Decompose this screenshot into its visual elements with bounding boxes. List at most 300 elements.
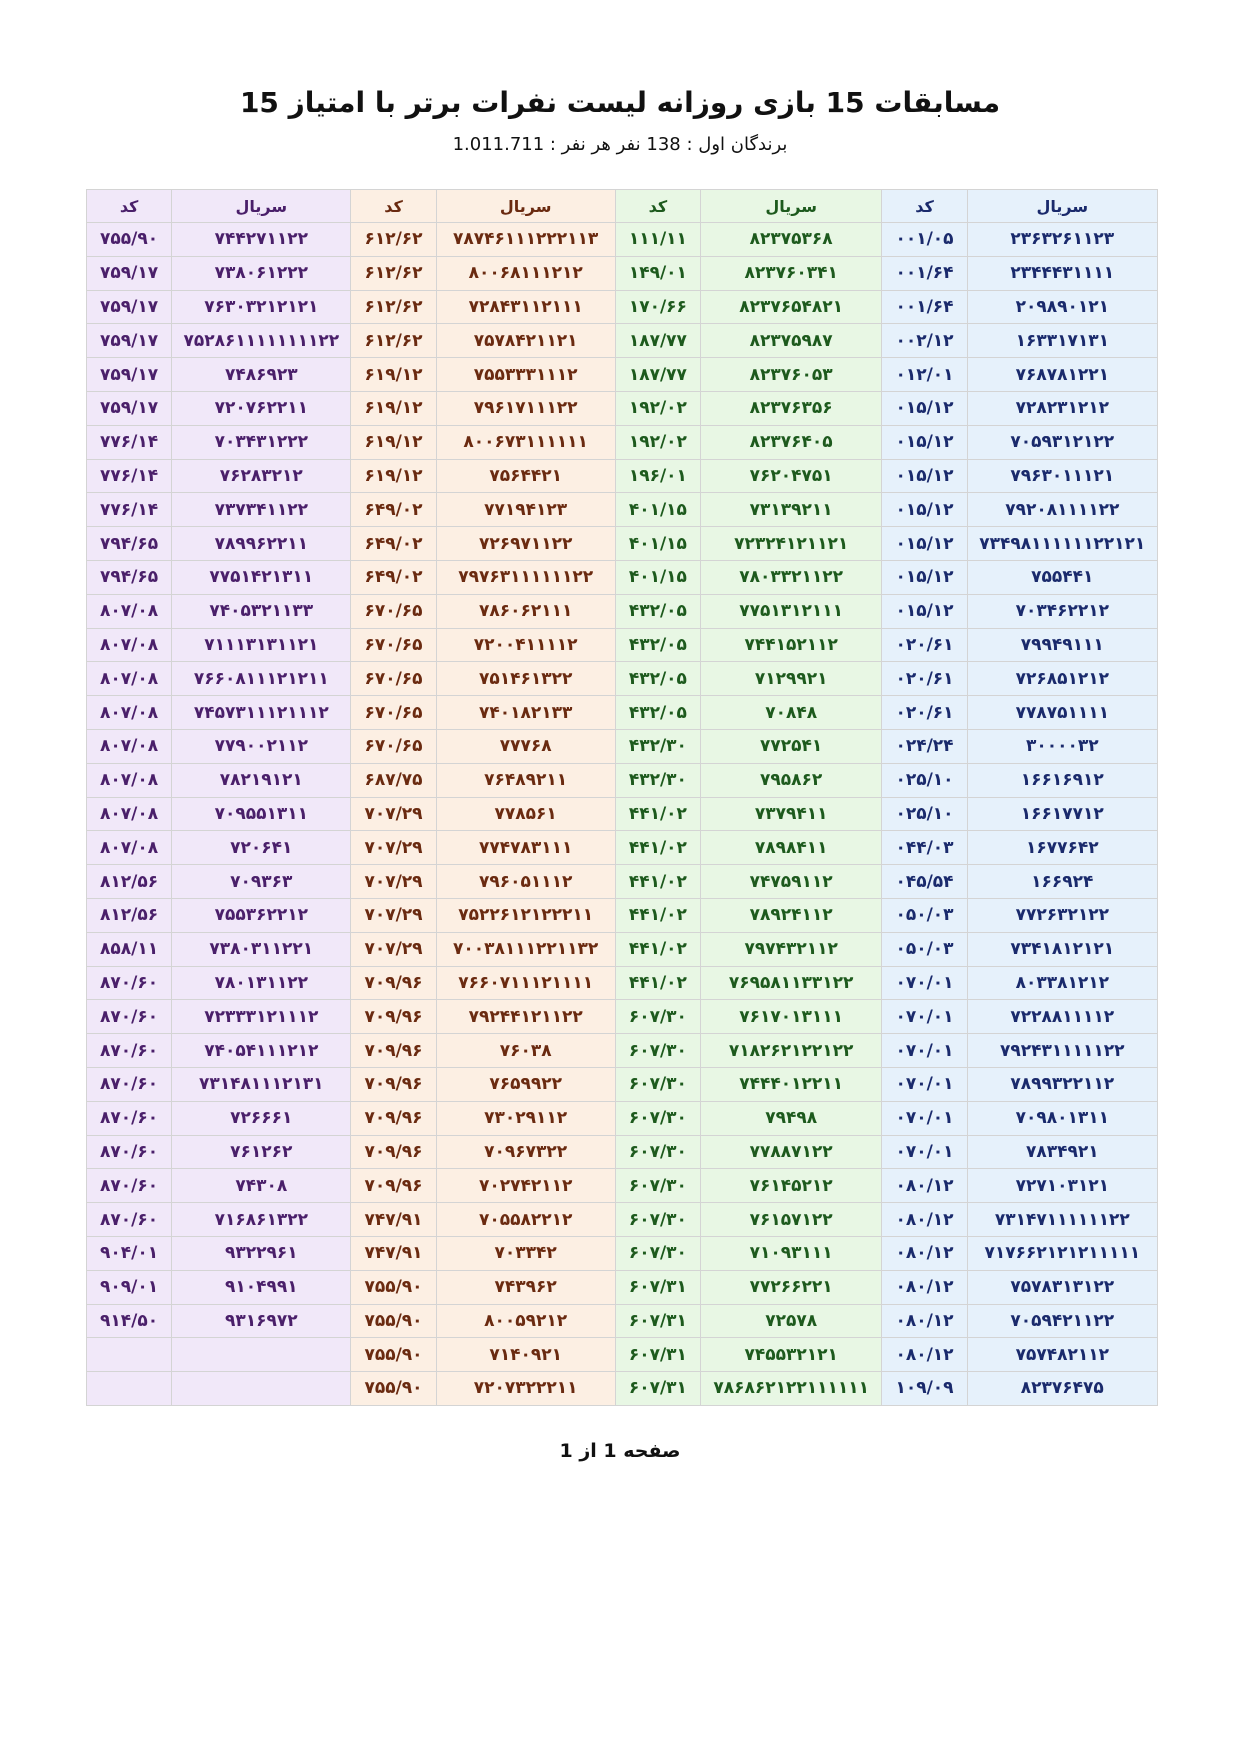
- code-cell: ۶۱۹/۱۲: [351, 425, 436, 459]
- serial-cell: ۷۶۴۸۹۲۱۱: [436, 763, 615, 797]
- code-cell: ۸۷۰/۶۰: [87, 1034, 172, 1068]
- table-row: [87, 1236, 1158, 1270]
- code-cell: ۶۴۹/۰۲: [351, 560, 436, 594]
- code-cell: ۶۱۲/۶۲: [351, 223, 436, 257]
- code-cell: ۸۷۰/۶۰: [87, 1135, 172, 1169]
- code-cell: ۱۹۲/۰۲: [615, 391, 700, 425]
- code-cell: ۰۲۰/۶۱: [882, 628, 967, 662]
- code-cell: ۱۱۱/۱۱: [615, 223, 700, 257]
- serial-cell: ۷۰۳۴۶۲۲۱۲: [967, 594, 1157, 628]
- table-row: [87, 831, 1158, 865]
- serial-cell: ۷۴۸۶۹۲۳: [172, 358, 351, 392]
- code-cell: ۶۱۹/۱۲: [351, 459, 436, 493]
- serial-cell: ۷۱۶۸۶۱۳۲۲: [172, 1203, 351, 1237]
- serial-cell: ۷۴۵۵۳۲۱۲۱: [700, 1338, 881, 1372]
- serial-cell: ۱۶۷۷۶۴۲: [967, 831, 1157, 865]
- table-row: [87, 223, 1158, 257]
- serial-cell: ۷۹۷۴۳۲۱۱۲: [700, 932, 881, 966]
- serial-cell: ۷۲۲۸۸۱۱۱۱۲: [967, 1000, 1157, 1034]
- table-row: [87, 763, 1158, 797]
- code-cell: ۴۴۱/۰۲: [615, 898, 700, 932]
- code-cell: ۴۴۱/۰۲: [615, 831, 700, 865]
- table-row: [87, 391, 1158, 425]
- code-cell: ۰۸۰/۱۲: [882, 1236, 967, 1270]
- serial-cell: ۷۰۵۹۴۲۱۱۲۲: [967, 1304, 1157, 1338]
- serial-cell: ۷۳۱۴۸۱۱۱۲۱۳۱: [172, 1067, 351, 1101]
- code-cell: ۰۲۰/۶۱: [882, 662, 967, 696]
- serial-cell: ۷۸۹۲۴۱۱۲: [700, 898, 881, 932]
- code-cell: ۸۷۰/۶۰: [87, 1203, 172, 1237]
- serial-cell: ۸۲۳۷۵۳۶۸: [700, 223, 881, 257]
- code-cell: ۷۹۴/۶۵: [87, 527, 172, 561]
- code-cell: ۷۵۵/۹۰: [351, 1372, 436, 1406]
- code-cell: ۶۰۷/۳۰: [615, 1203, 700, 1237]
- code-cell: ۸۷۰/۶۰: [87, 1169, 172, 1203]
- code-cell: ۸۱۲/۵۶: [87, 898, 172, 932]
- table-row: [87, 1372, 1158, 1406]
- code-cell: ۶۱۲/۶۲: [351, 256, 436, 290]
- code-cell: ۶۰۷/۳۱: [615, 1338, 700, 1372]
- code-cell: ۸۰۷/۰۸: [87, 797, 172, 831]
- table-header-row: [87, 190, 1158, 223]
- page-footer: صفحه 1 از 1: [559, 1440, 681, 1462]
- table-row: [87, 1304, 1158, 1338]
- serial-cell: ۷۷۸۷۵۱۱۱۱: [967, 696, 1157, 730]
- table-row: [87, 324, 1158, 358]
- code-cell: ۰۸۰/۱۲: [882, 1270, 967, 1304]
- table-row: [87, 493, 1158, 527]
- serial-cell: ۷۴۳۰۸: [172, 1169, 351, 1203]
- code-cell: ۶۰۷/۳۰: [615, 1169, 700, 1203]
- table-row: [87, 459, 1158, 493]
- serial-cell: ۷۳۷۹۴۱۱: [700, 797, 881, 831]
- serial-cell: ۷۴۰۵۳۲۱۱۳۳: [172, 594, 351, 628]
- serial-cell: ۷۶۰۳۸: [436, 1034, 615, 1068]
- serial-cell: ۷۳۷۳۴۱۱۲۲: [172, 493, 351, 527]
- code-cell: ۶۰۷/۳۱: [615, 1304, 700, 1338]
- table-row: [87, 527, 1158, 561]
- serial-cell: ۷۹۵۸۶۲: [700, 763, 881, 797]
- code-cell: ۹۱۴/۵۰: [87, 1304, 172, 1338]
- serial-cell: ۷۱۷۶۶۲۱۲۱۲۱۱۱۱۱: [967, 1236, 1157, 1270]
- serial-cell: ۷۷۴۷۸۳۱۱۱: [436, 831, 615, 865]
- code-cell: ۶۷۰/۶۵: [351, 662, 436, 696]
- code-cell: ۸۰۷/۰۸: [87, 763, 172, 797]
- code-cell: ۸۰۷/۰۸: [87, 729, 172, 763]
- serial-cell: ۷۱۱۱۳۱۳۱۱۲۱: [172, 628, 351, 662]
- code-cell: ۷۷۶/۱۴: [87, 425, 172, 459]
- serial-cell: ۷۱۸۲۶۲۱۲۲۱۲۲: [700, 1034, 881, 1068]
- code-cell: ۰۵۰/۰۳: [882, 898, 967, 932]
- serial-cell: ۷۶۸۷۸۱۲۲۱: [967, 358, 1157, 392]
- serial-cell: ۸۲۳۷۶۳۵۶: [700, 391, 881, 425]
- page-subtitle: برندگان اول : 138 نفر هر نفر : 1.011.711: [452, 134, 788, 155]
- code-cell: ۸۷۰/۶۰: [87, 1101, 172, 1135]
- code-cell: ۶۷۰/۶۵: [351, 729, 436, 763]
- header-serial-1: سریال: [967, 190, 1157, 223]
- code-cell: ۰۷۰/۰۱: [882, 1101, 967, 1135]
- code-cell: ۱۹۶/۰۱: [615, 459, 700, 493]
- code-cell: ۷۰۹/۹۶: [351, 1135, 436, 1169]
- code-cell: ۰۸۰/۱۲: [882, 1304, 967, 1338]
- serial-cell: ۸۰۰۶۸۱۱۱۲۱۲: [436, 256, 615, 290]
- code-cell: ۱۴۹/۰۱: [615, 256, 700, 290]
- serial-cell: ۹۱۰۴۹۹۱: [172, 1270, 351, 1304]
- serial-cell: ۷۲۰۰۴۱۱۱۱۲: [436, 628, 615, 662]
- serial-cell: ۷۴۴۲۷۱۱۲۲: [172, 223, 351, 257]
- serial-cell: ۷۷۷۶۸: [436, 729, 615, 763]
- table-row: [87, 1135, 1158, 1169]
- table-row: [87, 898, 1158, 932]
- code-cell: ۰۲۴/۲۴: [882, 729, 967, 763]
- serial-cell: ۷۹۶۰۵۱۱۱۲: [436, 865, 615, 899]
- code-cell: ۴۰۱/۱۵: [615, 527, 700, 561]
- serial-cell: ۷۵۱۴۶۱۳۲۲: [436, 662, 615, 696]
- serial-cell: ۷۷۸۸۷۱۲۲: [700, 1135, 881, 1169]
- serial-cell: ۷۳۱۴۷۱۱۱۱۱۱۲۲: [967, 1203, 1157, 1237]
- code-cell: ۶۰۷/۳۱: [615, 1372, 700, 1406]
- serial-cell: ۷۴۰۵۴۱۱۱۲۱۲: [172, 1034, 351, 1068]
- code-cell: ۰۱۵/۱۲: [882, 527, 967, 561]
- serial-cell: ۷۸۰۳۳۲۱۱۲۲: [700, 560, 881, 594]
- code-cell: ۰۸۰/۱۲: [882, 1338, 967, 1372]
- code-cell: ۰۱۵/۱۲: [882, 425, 967, 459]
- serial-cell: ۷۳۰۲۹۱۱۲: [436, 1101, 615, 1135]
- code-cell: ۶۱۲/۶۲: [351, 290, 436, 324]
- serial-cell: ۷۰۳۳۴۲: [436, 1236, 615, 1270]
- serial-cell: ۷۰۲۷۴۲۱۱۲: [436, 1169, 615, 1203]
- serial-cell: ۷۳۴۱۸۱۲۱۲۱: [967, 932, 1157, 966]
- serial-cell: ۷۶۹۵۸۱۱۳۳۱۲۲: [700, 966, 881, 1000]
- serial-cell: ۷۲۶۸۵۱۲۱۲: [967, 662, 1157, 696]
- code-cell: ۶۰۷/۳۰: [615, 1101, 700, 1135]
- code-cell: ۰۴۵/۵۴: [882, 865, 967, 899]
- serial-cell: ۸۲۳۷۶۰۵۳: [700, 358, 881, 392]
- serial-cell: ۷۶۱۵۷۱۲۲: [700, 1203, 881, 1237]
- serial-cell: ۷۴۰۱۸۲۱۳۳: [436, 696, 615, 730]
- serial-cell: ۷۶۳۰۳۲۱۲۱۲۱: [172, 290, 351, 324]
- header-serial-3: سریال: [436, 190, 615, 223]
- serial-cell: ۷۶۲۰۴۷۵۱: [700, 459, 881, 493]
- table-row: [87, 1169, 1158, 1203]
- code-cell: ۸۰۷/۰۸: [87, 594, 172, 628]
- serial-cell: ۷۹۹۴۹۱۱۱: [967, 628, 1157, 662]
- code-cell: ۰۷۰/۰۱: [882, 1135, 967, 1169]
- serial-cell: ۷۲۸۴۳۱۱۲۱۱۱: [436, 290, 615, 324]
- serial-cell: ۷۲۵۷۸: [700, 1304, 881, 1338]
- serial-cell: ۷۸۹۹۶۲۲۱۱: [172, 527, 351, 561]
- code-cell: ۷۰۹/۹۶: [351, 966, 436, 1000]
- table-body: [87, 223, 1158, 1406]
- code-cell: ۹۰۹/۰۱: [87, 1270, 172, 1304]
- serial-cell: ۷۹۲۴۴۱۲۱۱۲۲: [436, 1000, 615, 1034]
- serial-cell: ۷۲۶۹۷۱۱۲۲: [436, 527, 615, 561]
- code-cell: ۷۹۴/۶۵: [87, 560, 172, 594]
- serial-cell: ۷۷۵۱۳۱۲۱۱۱: [700, 594, 881, 628]
- serial-cell: ۷۹۲۰۸۱۱۱۱۲۲: [967, 493, 1157, 527]
- serial-cell: ۷۱۴۰۹۲۱: [436, 1338, 615, 1372]
- table-row: [87, 932, 1158, 966]
- serial-cell: ۷۲۰۷۶۲۲۱۱: [172, 391, 351, 425]
- header-serial-4: سریال: [172, 190, 351, 223]
- serial-cell: ۸۰۰۵۹۲۱۲: [436, 1304, 615, 1338]
- code-cell: [87, 1338, 172, 1372]
- serial-cell: ۷۴۴۱۵۲۱۱۲: [700, 628, 881, 662]
- serial-cell: ۸۲۳۷۶۴۰۵: [700, 425, 881, 459]
- serial-cell: ۷۷۹۰۰۲۱۱۲: [172, 729, 351, 763]
- code-cell: ۴۰۱/۱۵: [615, 560, 700, 594]
- header-code-1: کد: [882, 190, 967, 223]
- serial-cell: ۲۳۶۳۲۶۱۱۲۳: [967, 223, 1157, 257]
- code-cell: ۸۰۷/۰۸: [87, 696, 172, 730]
- serial-cell: ۷۵۵۳۶۲۲۱۲: [172, 898, 351, 932]
- code-cell: ۱۸۷/۷۷: [615, 358, 700, 392]
- serial-cell: ۷۹۶۱۷۱۱۱۲۲: [436, 391, 615, 425]
- code-cell: ۶۴۹/۰۲: [351, 527, 436, 561]
- serial-cell: ۷۰۹۶۷۳۲۲: [436, 1135, 615, 1169]
- code-cell: ۶۰۷/۳۰: [615, 1135, 700, 1169]
- code-cell: ۷۴۷/۹۱: [351, 1236, 436, 1270]
- serial-cell: ۷۸۳۴۹۲۱: [967, 1135, 1157, 1169]
- table-row: [87, 1338, 1158, 1372]
- code-cell: ۰۰۲/۱۲: [882, 324, 967, 358]
- table-row: [87, 865, 1158, 899]
- code-cell: ۸۵۸/۱۱: [87, 932, 172, 966]
- code-cell: ۰۰۱/۶۴: [882, 256, 967, 290]
- serial-cell: ۷۵۶۴۴۲۱: [436, 459, 615, 493]
- serial-cell: ۷۶۶۰۸۱۱۱۲۱۲۱۱: [172, 662, 351, 696]
- serial-cell: ۷۲۸۲۳۱۲۱۲: [967, 391, 1157, 425]
- serial-cell: ۷۱۰۹۳۱۱۱: [700, 1236, 881, 1270]
- code-cell: ۸۷۰/۶۰: [87, 1000, 172, 1034]
- serial-cell: ۱۶۶۱۷۷۱۲: [967, 797, 1157, 831]
- code-cell: ۱۹۲/۰۲: [615, 425, 700, 459]
- code-cell: ۷۰۷/۲۹: [351, 831, 436, 865]
- serial-cell: ۷۴۵۷۳۱۱۱۲۱۱۱۲: [172, 696, 351, 730]
- code-cell: ۶۷۰/۶۵: [351, 628, 436, 662]
- header-code-3: کد: [351, 190, 436, 223]
- serial-cell: ۷۷۲۵۴۱: [700, 729, 881, 763]
- code-cell: ۱۸۷/۷۷: [615, 324, 700, 358]
- serial-cell: ۷۰۵۵۸۲۲۱۲: [436, 1203, 615, 1237]
- code-cell: ۶۱۹/۱۲: [351, 391, 436, 425]
- table-row: [87, 290, 1158, 324]
- code-cell: ۸۷۰/۶۰: [87, 1067, 172, 1101]
- serial-cell: ۷۵۷۴۸۲۱۱۲: [967, 1338, 1157, 1372]
- code-cell: ۷۵۹/۱۷: [87, 290, 172, 324]
- code-cell: ۷۵۹/۱۷: [87, 324, 172, 358]
- serial-cell: ۹۳۱۶۹۷۲: [172, 1304, 351, 1338]
- code-cell: ۶۱۲/۶۲: [351, 324, 436, 358]
- serial-cell: ۲۰۹۸۹۰۱۲۱: [967, 290, 1157, 324]
- serial-cell: [172, 1372, 351, 1406]
- serial-cell: ۷۶۵۹۹۲۲: [436, 1067, 615, 1101]
- code-cell: ۰۱۵/۱۲: [882, 459, 967, 493]
- serial-cell: ۷۹۲۴۳۱۱۱۱۱۲۲: [967, 1034, 1157, 1068]
- code-cell: ۴۰۱/۱۵: [615, 493, 700, 527]
- code-cell: [87, 1372, 172, 1406]
- serial-cell: ۹۳۲۲۹۶۱: [172, 1236, 351, 1270]
- serial-cell: ۳۰۰۰۰۳۲: [967, 729, 1157, 763]
- code-cell: ۰۲۵/۱۰: [882, 797, 967, 831]
- code-cell: ۷۰۹/۹۶: [351, 1101, 436, 1135]
- code-cell: ۸۰۷/۰۸: [87, 831, 172, 865]
- header-code-4: کد: [87, 190, 172, 223]
- code-cell: ۶۴۹/۰۲: [351, 493, 436, 527]
- code-cell: ۴۳۲/۳۰: [615, 763, 700, 797]
- serial-cell: ۱۶۶۱۶۹۱۲: [967, 763, 1157, 797]
- serial-cell: ۸۰۳۳۸۱۲۱۲: [967, 966, 1157, 1000]
- table-row: [87, 560, 1158, 594]
- serial-cell: ۷۰۵۹۳۱۲۱۲۲: [967, 425, 1157, 459]
- serial-cell: ۷۶۱۴۵۲۱۲: [700, 1169, 881, 1203]
- serial-cell: ۷۷۱۹۴۱۲۳: [436, 493, 615, 527]
- serial-cell: ۷۷۲۶۶۲۲۱: [700, 1270, 881, 1304]
- code-cell: ۰۰۱/۰۵: [882, 223, 967, 257]
- code-cell: ۶۰۷/۳۰: [615, 1067, 700, 1101]
- table-row: [87, 358, 1158, 392]
- serial-cell: ۷۶۱۲۶۲: [172, 1135, 351, 1169]
- code-cell: ۰۲۵/۱۰: [882, 763, 967, 797]
- code-cell: ۸۷۰/۶۰: [87, 966, 172, 1000]
- serial-cell: ۷۵۵۴۴۱: [967, 560, 1157, 594]
- code-cell: ۷۰۹/۹۶: [351, 1000, 436, 1034]
- serial-cell: ۷۰۹۵۵۱۳۱۱: [172, 797, 351, 831]
- code-cell: ۰۵۰/۰۳: [882, 932, 967, 966]
- code-cell: ۰۷۰/۰۱: [882, 1000, 967, 1034]
- code-cell: ۷۰۷/۲۹: [351, 865, 436, 899]
- serial-cell: ۷۸۶۰۶۲۱۱۱: [436, 594, 615, 628]
- table-row: [87, 662, 1158, 696]
- serial-cell: ۷۳۸۰۶۱۲۲۲: [172, 256, 351, 290]
- serial-cell: ۸۰۰۶۷۳۱۱۱۱۱۱: [436, 425, 615, 459]
- serial-cell: ۷۰۹۳۶۳: [172, 865, 351, 899]
- page-title: مسابقات 15 بازی روزانه لیست نفرات برتر با امتیاز 15: [239, 86, 1001, 119]
- table-row: [87, 797, 1158, 831]
- code-cell: ۰۱۵/۱۲: [882, 594, 967, 628]
- serial-cell: ۷۷۸۵۶۱: [436, 797, 615, 831]
- serial-cell: ۷۴۴۴۰۱۲۲۱۱: [700, 1067, 881, 1101]
- serial-cell: ۷۰۸۴۸: [700, 696, 881, 730]
- code-cell: ۴۳۲/۰۵: [615, 594, 700, 628]
- serial-cell: ۷۲۰۶۴۱: [172, 831, 351, 865]
- serial-cell: ۷۵۵۳۳۳۱۱۱۲: [436, 358, 615, 392]
- code-cell: ۴۴۱/۰۲: [615, 932, 700, 966]
- serial-cell: [172, 1338, 351, 1372]
- serial-cell: ۷۹۶۳۰۱۱۱۲۱: [967, 459, 1157, 493]
- code-cell: ۰۸۰/۱۲: [882, 1169, 967, 1203]
- code-cell: ۷۰۷/۲۹: [351, 797, 436, 831]
- table-row: [87, 966, 1158, 1000]
- code-cell: ۰۰۱/۶۴: [882, 290, 967, 324]
- serial-cell: ۷۴۳۹۶۲: [436, 1270, 615, 1304]
- code-cell: ۶۷۰/۶۵: [351, 696, 436, 730]
- code-cell: ۶۰۷/۳۱: [615, 1270, 700, 1304]
- serial-cell: ۷۴۷۵۹۱۱۲: [700, 865, 881, 899]
- code-cell: ۷۷۶/۱۴: [87, 459, 172, 493]
- code-cell: ۰۸۰/۱۲: [882, 1203, 967, 1237]
- code-cell: ۴۴۱/۰۲: [615, 966, 700, 1000]
- serial-cell: ۸۲۳۷۶۴۷۵: [967, 1372, 1157, 1406]
- table-row: [87, 628, 1158, 662]
- serial-cell: ۷۲۶۶۶۱: [172, 1101, 351, 1135]
- code-cell: ۴۳۲/۳۰: [615, 729, 700, 763]
- code-cell: ۷۰۹/۹۶: [351, 1067, 436, 1101]
- serial-cell: ۷۹۴۹۸: [700, 1101, 881, 1135]
- code-cell: ۷۵۹/۱۷: [87, 358, 172, 392]
- table-row: [87, 256, 1158, 290]
- serial-cell: ۷۲۰۷۳۲۲۲۱۱: [436, 1372, 615, 1406]
- serial-cell: ۷۵۲۸۶۱۱۱۱۱۱۱۱۲۲: [172, 324, 351, 358]
- code-cell: ۰۷۰/۰۱: [882, 1034, 967, 1068]
- code-cell: ۷۵۵/۹۰: [87, 223, 172, 257]
- code-cell: ۱۰۹/۰۹: [882, 1372, 967, 1406]
- code-cell: ۸۱۲/۵۶: [87, 865, 172, 899]
- code-cell: ۶۱۹/۱۲: [351, 358, 436, 392]
- serial-cell: ۷۶۱۷۰۱۳۱۱۱: [700, 1000, 881, 1034]
- code-cell: ۰۱۵/۱۲: [882, 391, 967, 425]
- code-cell: ۷۰۹/۹۶: [351, 1169, 436, 1203]
- serial-cell: ۷۷۲۶۳۲۱۲۲: [967, 898, 1157, 932]
- code-cell: ۷۵۹/۱۷: [87, 391, 172, 425]
- serial-cell: ۷۵۷۸۴۲۱۱۲۱: [436, 324, 615, 358]
- code-cell: ۰۷۰/۰۱: [882, 966, 967, 1000]
- table-row: [87, 729, 1158, 763]
- code-cell: ۶۰۷/۳۰: [615, 1000, 700, 1034]
- serial-cell: ۷۵۲۲۶۱۲۱۲۲۲۱۱: [436, 898, 615, 932]
- serial-cell: ۷۶۲۸۳۲۱۲: [172, 459, 351, 493]
- code-cell: ۰۷۰/۰۱: [882, 1067, 967, 1101]
- code-cell: ۰۱۵/۱۲: [882, 560, 967, 594]
- serial-cell: ۷۰۹۸۰۱۳۱۱: [967, 1101, 1157, 1135]
- serial-cell: ۷۳۴۹۸۱۱۱۱۱۱۲۲۱۲۱: [967, 527, 1157, 561]
- table-row: [87, 696, 1158, 730]
- serial-cell: ۷۸۶۸۶۲۱۲۲۱۱۱۱۱۱: [700, 1372, 881, 1406]
- serial-cell: ۲۳۴۴۴۳۱۱۱۱: [967, 256, 1157, 290]
- code-cell: ۷۰۷/۲۹: [351, 898, 436, 932]
- serial-cell: ۷۵۷۸۳۱۳۱۲۲: [967, 1270, 1157, 1304]
- serial-cell: ۷۹۷۶۳۱۱۱۱۱۱۲۲: [436, 560, 615, 594]
- header-serial-2: سریال: [700, 190, 881, 223]
- code-cell: ۶۸۷/۷۵: [351, 763, 436, 797]
- serial-cell: ۷۰۳۴۳۱۲۲۲: [172, 425, 351, 459]
- header-code-2: کد: [615, 190, 700, 223]
- table-row: [87, 1101, 1158, 1135]
- serial-cell: ۸۲۳۷۵۹۸۷: [700, 324, 881, 358]
- table-row: [87, 1270, 1158, 1304]
- code-cell: ۷۵۵/۹۰: [351, 1338, 436, 1372]
- code-cell: ۴۳۲/۰۵: [615, 628, 700, 662]
- serial-cell: ۸۲۳۷۶۰۳۴۱: [700, 256, 881, 290]
- code-cell: ۰۲۰/۶۱: [882, 696, 967, 730]
- serial-cell: ۷۸۷۴۶۱۱۱۲۲۲۱۱۳: [436, 223, 615, 257]
- code-cell: ۸۰۷/۰۸: [87, 628, 172, 662]
- code-cell: ۶۰۷/۳۰: [615, 1034, 700, 1068]
- code-cell: ۴۴۱/۰۲: [615, 865, 700, 899]
- code-cell: ۰۴۴/۰۳: [882, 831, 967, 865]
- table-row: [87, 594, 1158, 628]
- serial-cell: ۷۸۹۸۴۱۱: [700, 831, 881, 865]
- code-cell: ۱۷۰/۶۶: [615, 290, 700, 324]
- table-row: [87, 1034, 1158, 1068]
- code-cell: ۸۰۷/۰۸: [87, 662, 172, 696]
- serial-cell: ۷۸۲۱۹۱۲۱: [172, 763, 351, 797]
- serial-cell: ۷۳۱۳۹۲۱۱: [700, 493, 881, 527]
- table-row: [87, 1203, 1158, 1237]
- table-row: [87, 1000, 1158, 1034]
- serial-cell: ۷۲۷۱۰۳۱۲۱: [967, 1169, 1157, 1203]
- serial-cell: ۱۶۶۹۲۴: [967, 865, 1157, 899]
